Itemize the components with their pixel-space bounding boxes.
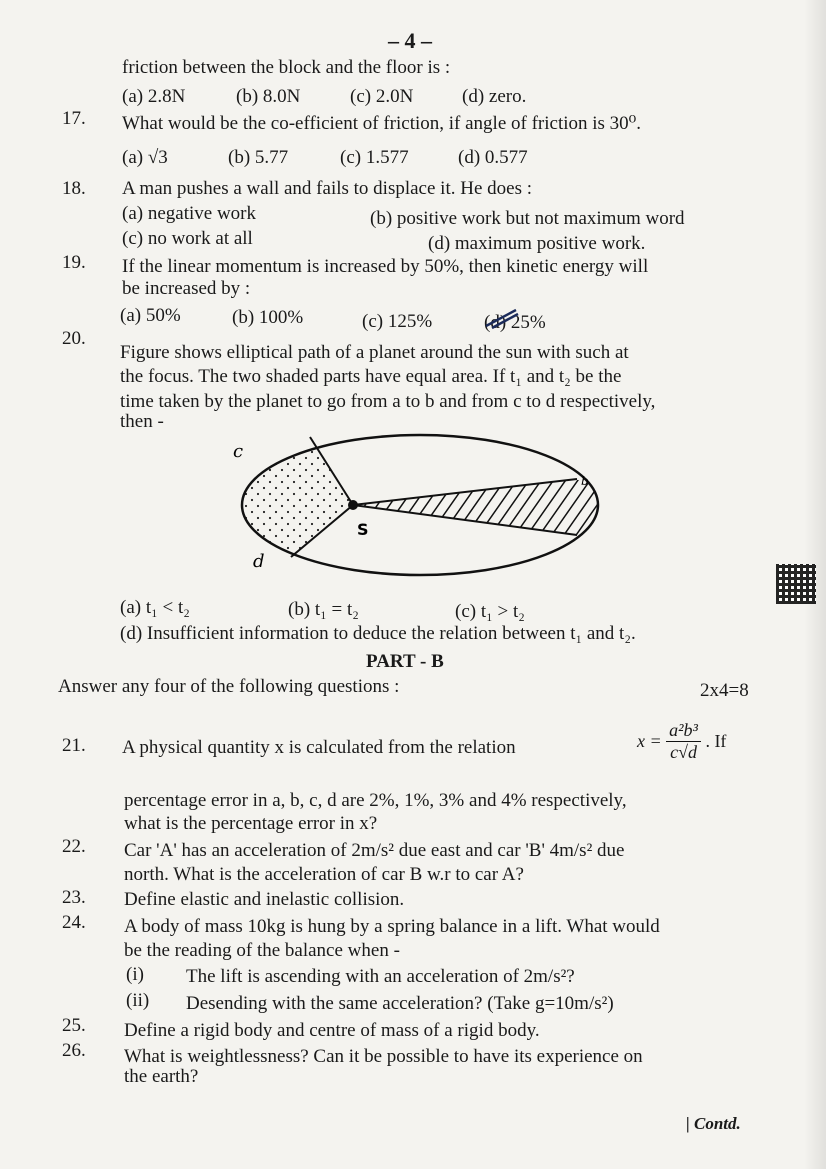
q21-text: A physical quantity x is calculated from the relation — [122, 737, 516, 758]
sun-dot — [348, 500, 358, 510]
q22-number: 22. — [62, 836, 86, 857]
q26-line2: the earth? — [124, 1066, 199, 1087]
q18-option-a: (a) negative work — [122, 203, 256, 224]
q16-text: friction between the block and the floor is : — [122, 57, 451, 78]
q17-option-a: (a) √3 — [122, 147, 168, 168]
dotted-area — [225, 435, 353, 575]
qr-code — [776, 564, 816, 604]
q25-number: 25. — [62, 1015, 86, 1036]
q24-number: 24. — [62, 912, 86, 933]
q20-option-a: (a) t₁ < t₂ — [120, 597, 190, 618]
q20-line2: the focus. The two shaded parts have equal area. If t₁ and t₂ be the — [120, 366, 622, 387]
q20-option-c: (c) t₁ > t₂ — [455, 601, 525, 622]
contd-footer: | Contd. — [686, 1114, 741, 1133]
q18-option-b: (b) positive work but not maximum word — [370, 208, 685, 229]
q21-line2: percentage error in a, b, c, d are 2%, 1%, 3% and 4% respectively, — [124, 790, 627, 811]
q20-line3: time taken by the planet to go from a to b and from c to d respectively, — [120, 391, 656, 412]
q22-line1: Car 'A' has an acceleration of 2m/s² due east and car 'B' 4m/s² due — [124, 840, 625, 861]
q16-option-b: (b) 8.0N — [236, 86, 301, 107]
part-b-marks: 2x4=8 — [700, 680, 749, 701]
q16-option-d: (d) zero. — [462, 86, 527, 107]
q18-number: 18. — [62, 178, 86, 199]
q23-number: 23. — [62, 887, 86, 908]
pen-strike-mark — [482, 306, 522, 332]
q26-line1: What is weightlessness? Can it be possible to have its experience on — [124, 1046, 643, 1067]
q26-number: 26. — [62, 1040, 86, 1061]
part-b-title: PART - B — [366, 651, 444, 672]
q18-option-d: (d) maximum positive work. — [428, 233, 646, 254]
q19-option-d: (d) 25% — [484, 312, 546, 333]
q21-formula: x = $\frac{\text{a²b³}}{c√d}$ . If — [637, 720, 727, 762]
q16-option-a: (a) 2.8N — [122, 86, 186, 107]
q19-number: 19. — [62, 252, 86, 273]
q17-option-d: (d) 0.577 — [458, 147, 528, 168]
q24-line2: be the reading of the balance when - — [124, 940, 400, 961]
q19-option-a: (a) 50% — [120, 305, 181, 326]
q20-option-d: (d) Insufficient information to deduce the relation between t₁ and t₂. — [120, 623, 636, 644]
q18-text: A man pushes a wall and fails to displace it. He does : — [122, 178, 532, 199]
label-d: d — [253, 551, 265, 572]
q23-text: Define elastic and inelastic collision. — [124, 889, 405, 910]
orbit-figure — [225, 425, 615, 585]
q24-sub-ii: Desending with the same acceleration? (Take g=10m/s²) — [186, 993, 614, 1014]
q20-number: 20. — [62, 328, 86, 349]
q20-line4: then - — [120, 411, 164, 432]
q19-option-b: (b) 100% — [232, 307, 304, 328]
q17-text: What would be the co-efficient of friction, if angle of friction is 30⁰. — [122, 113, 642, 134]
q19-line2: be increased by : — [122, 278, 251, 299]
q19-line1: If the linear momentum is increased by 50%, then kinetic energy will — [122, 256, 649, 277]
q17-number: 17. — [62, 108, 86, 129]
part-b-instruction: Answer any four of the following questions : — [58, 676, 400, 697]
q21-line3: what is the percentage error in x? — [124, 813, 378, 834]
q19-option-c: (c) 125% — [362, 311, 433, 332]
q24-line1: A body of mass 10kg is hung by a spring balance in a lift. What would — [124, 916, 660, 937]
q20-line1: Figure shows elliptical path of a planet around the sun with such at — [120, 342, 629, 363]
q25-text: Define a rigid body and centre of mass of a rigid body. — [124, 1020, 540, 1041]
q24-sub-i-number: (i) — [126, 964, 144, 985]
q24-sub-i: The lift is ascending with an acceleration of 2m/s²? — [186, 966, 575, 987]
q16-option-c: (c) 2.0N — [350, 86, 414, 107]
label-c: c — [233, 441, 244, 462]
q17-option-b: (b) 5.77 — [228, 147, 289, 168]
q17-option-c: (c) 1.577 — [340, 147, 409, 168]
q20-option-b: (b) t₁ = t₂ — [288, 599, 359, 620]
q24-sub-ii-number: (ii) — [126, 990, 150, 1011]
q22-line2: north. What is the acceleration of car B w.r to car A? — [124, 864, 524, 885]
q18-option-c: (c) no work at all — [122, 228, 253, 249]
page-number: – 4 – — [388, 28, 432, 53]
label-s: S — [357, 520, 369, 539]
q21-number: 21. — [62, 735, 86, 756]
label-b: b — [581, 474, 589, 488]
